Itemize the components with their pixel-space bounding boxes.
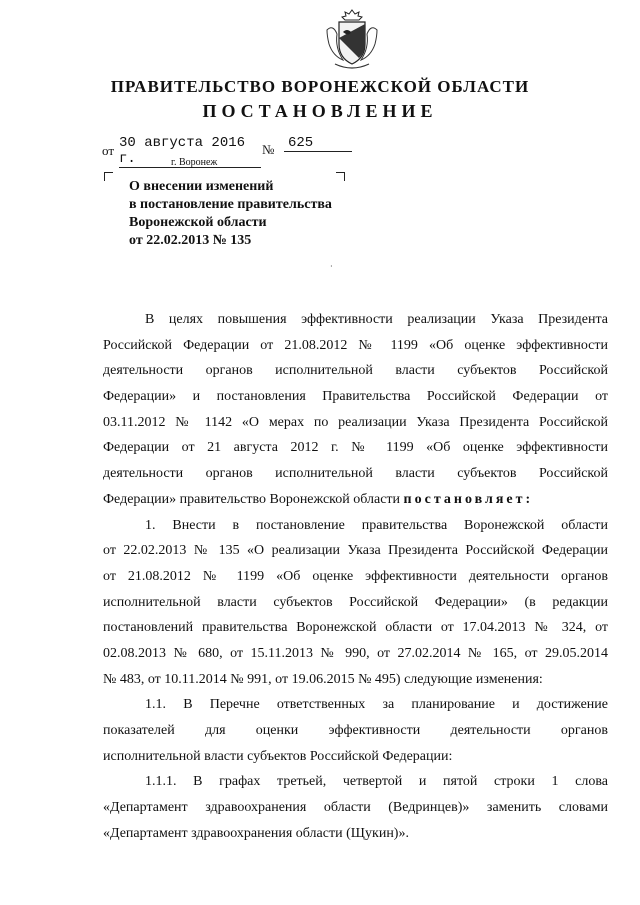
city-label: г. Воронеж	[171, 157, 218, 168]
subject-line: Воронежской области	[129, 215, 267, 230]
body-line: «Департамент здравоохранения области (Щукин)».	[103, 825, 409, 841]
subject-line: О внесении изменений	[129, 179, 274, 194]
body-line: деятельности органов исполнительной власти субъектов Российской	[103, 466, 608, 482]
body-line: Федерации от 21 августа 2012 г. № 1199 «Об оценке эффективности	[103, 440, 608, 456]
body-line	[103, 487, 608, 513]
document-subject	[129, 178, 332, 250]
decree-word: постановляет:	[403, 491, 534, 507]
corner-bracket-right	[336, 172, 345, 181]
document-type: ПОСТАНОВЛЕНИЕ	[202, 101, 438, 121]
document-body	[103, 307, 608, 846]
body-line: 03.11.2012 № 1142 «О мерах по реализации Указа Президента Российской	[103, 414, 608, 430]
organization-title: ПРАВИТЕЛЬСТВО ВОРОНЕЖСКОЙ ОБЛАСТИ	[110, 77, 530, 96]
body-line: 02.08.2013 № 680, от 15.11.2013 № 990, от 27.02.2014 № 165, от 29.05.2014	[103, 645, 608, 661]
body-line: 1. Внести в постановление правительства Воронежской области	[145, 517, 608, 533]
body-line: Федерации» и постановления Правительства Российской Федерации от	[103, 389, 608, 405]
coat-of-arms-icon	[325, 8, 379, 70]
body-line: показателей для оценки эффективности деятельности органов	[103, 723, 608, 738]
date-prefix: от	[102, 143, 115, 158]
body-line: № 483, от 10.11.2014 № 991, от 19.06.2015 № 495) следующие изменения:	[103, 671, 543, 687]
body-line: деятельности органов исполнительной власти субъектов Российской	[103, 363, 608, 379]
body-line: исполнительной власти субъектов Российской Федерации» (в редакции	[103, 594, 608, 610]
document-number: 625	[284, 135, 352, 152]
body-text: Федерации» правительство Воронежской области	[103, 491, 401, 507]
dot-mark: ·	[330, 262, 333, 271]
corner-bracket-left	[104, 172, 113, 181]
body-line: 1.1.1. В графах третьей, четвертой и пятой строки 1 слова	[145, 774, 608, 790]
body-line: от 21.08.2012 № 1199 «Об оценке эффективности деятельности органов	[103, 568, 608, 584]
body-line: 1.1. В Перечне ответственных за планирование и достижение	[145, 697, 608, 713]
subject-line: от 22.02.2013 № 135	[129, 233, 252, 248]
body-line: «Департамент здравоохранения области (Ведринцев)» заменить словами	[103, 800, 608, 816]
body-line: исполнительной власти субъектов Российской Федерации:	[103, 748, 453, 764]
document-date: 30 августа 2016 г.	[119, 135, 261, 168]
number-label: №	[262, 142, 275, 157]
body-line: постановлений правительства Воронежской области от 17.04.2013 № 324, от	[103, 620, 608, 636]
body-line: В целях повышения эффективности реализации Указа Президента	[145, 312, 608, 327]
subject-line: в постановление правительства	[129, 197, 332, 212]
body-line: от 22.02.2013 № 135 «О реализации Указа Президента Российской Федерации	[103, 543, 608, 559]
body-line: Российской Федерации от 21.08.2012 № 1199 «Об оценке эффективности	[103, 337, 608, 353]
